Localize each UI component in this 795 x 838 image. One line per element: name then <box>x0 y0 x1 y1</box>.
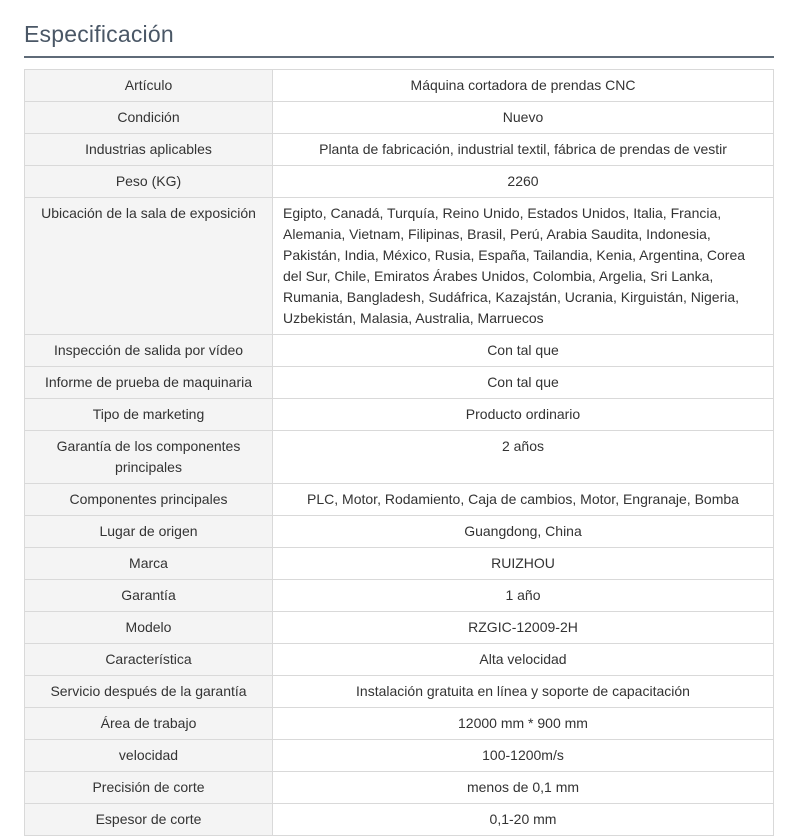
spec-value: 1 año <box>273 580 774 612</box>
spec-label: Lugar de origen <box>25 516 273 548</box>
spec-label: Informe de prueba de maquinaria <box>25 367 273 399</box>
spec-label: Precisión de corte <box>25 772 273 804</box>
spec-value: 100-1200m/s <box>273 740 774 772</box>
table-row <box>25 580 774 612</box>
table-row <box>25 644 774 676</box>
spec-value: 2260 <box>273 166 774 198</box>
specification-table <box>24 69 774 836</box>
spec-value: PLC, Motor, Rodamiento, Caja de cambios, Motor, Engranaje, Bomba <box>273 484 774 516</box>
spec-label: Inspección de salida por vídeo <box>25 335 273 367</box>
spec-label: Garantía <box>25 580 273 612</box>
spec-value: Máquina cortadora de prendas CNC <box>273 70 774 102</box>
spec-value: RZGIC-12009-2H <box>273 612 774 644</box>
spec-label: Espesor de corte <box>25 804 273 836</box>
table-row <box>25 772 774 804</box>
table-row <box>25 612 774 644</box>
spec-value: menos de 0,1 mm <box>273 772 774 804</box>
table-row <box>25 431 774 484</box>
table-row <box>25 804 774 836</box>
table-row <box>25 134 774 166</box>
spec-label: velocidad <box>25 740 273 772</box>
spec-value: 12000 mm * 900 mm <box>273 708 774 740</box>
table-row <box>25 708 774 740</box>
spec-label: Área de trabajo <box>25 708 273 740</box>
table-row <box>25 548 774 580</box>
spec-label: Artículo <box>25 70 273 102</box>
table-row <box>25 70 774 102</box>
spec-value: Con tal que <box>273 335 774 367</box>
spec-value: Instalación gratuita en línea y soporte de capacitación <box>273 676 774 708</box>
section-title: Especificación <box>24 21 174 47</box>
spec-value: RUIZHOU <box>273 548 774 580</box>
spec-value: Egipto, Canadá, Turquía, Reino Unido, Estados Unidos, Italia, Francia, Alemania, Vietnam, Filipinas, Brasil, Perú, Arabia Saudita, Indonesia, Pakistán, India, México, Rusia, España, Tailandia, Kenia, Argentina, Corea del Sur, Chile, Emiratos Árabes Unidos, Colombia, Argelia, Sri Lanka, Rumania, Bangladesh, Sudáfrica, Kazajstán, Ucrania, Kirguistán, Nigeria, Uzbekistán, Malasia, Australia, Marruecos <box>273 198 774 335</box>
spec-value: Con tal que <box>273 367 774 399</box>
spec-label: Tipo de marketing <box>25 399 273 431</box>
spec-value: Guangdong, China <box>273 516 774 548</box>
spec-value: 0,1-20 mm <box>273 804 774 836</box>
spec-label: Servicio después de la garantía <box>25 676 273 708</box>
spec-value: Producto ordinario <box>273 399 774 431</box>
table-row <box>25 676 774 708</box>
table-row <box>25 166 774 198</box>
table-row <box>25 484 774 516</box>
table-row <box>25 335 774 367</box>
spec-label: Modelo <box>25 612 273 644</box>
spec-label: Peso (KG) <box>25 166 273 198</box>
spec-label: Industrias aplicables <box>25 134 273 166</box>
table-row <box>25 198 774 335</box>
spec-label: Marca <box>25 548 273 580</box>
table-row <box>25 367 774 399</box>
spec-label: Componentes principales <box>25 484 273 516</box>
spec-label: Ubicación de la sala de exposición <box>25 198 273 335</box>
spec-value: Alta velocidad <box>273 644 774 676</box>
spec-value: Nuevo <box>273 102 774 134</box>
spec-value: 2 años <box>273 431 774 484</box>
table-row <box>25 740 774 772</box>
title-divider <box>24 56 774 58</box>
table-row <box>25 516 774 548</box>
spec-label: Condición <box>25 102 273 134</box>
spec-label: Garantía de los componentes principales <box>25 431 273 484</box>
spec-label: Característica <box>25 644 273 676</box>
spec-value: Planta de fabricación, industrial textil, fábrica de prendas de vestir <box>273 134 774 166</box>
table-row <box>25 399 774 431</box>
table-row <box>25 102 774 134</box>
